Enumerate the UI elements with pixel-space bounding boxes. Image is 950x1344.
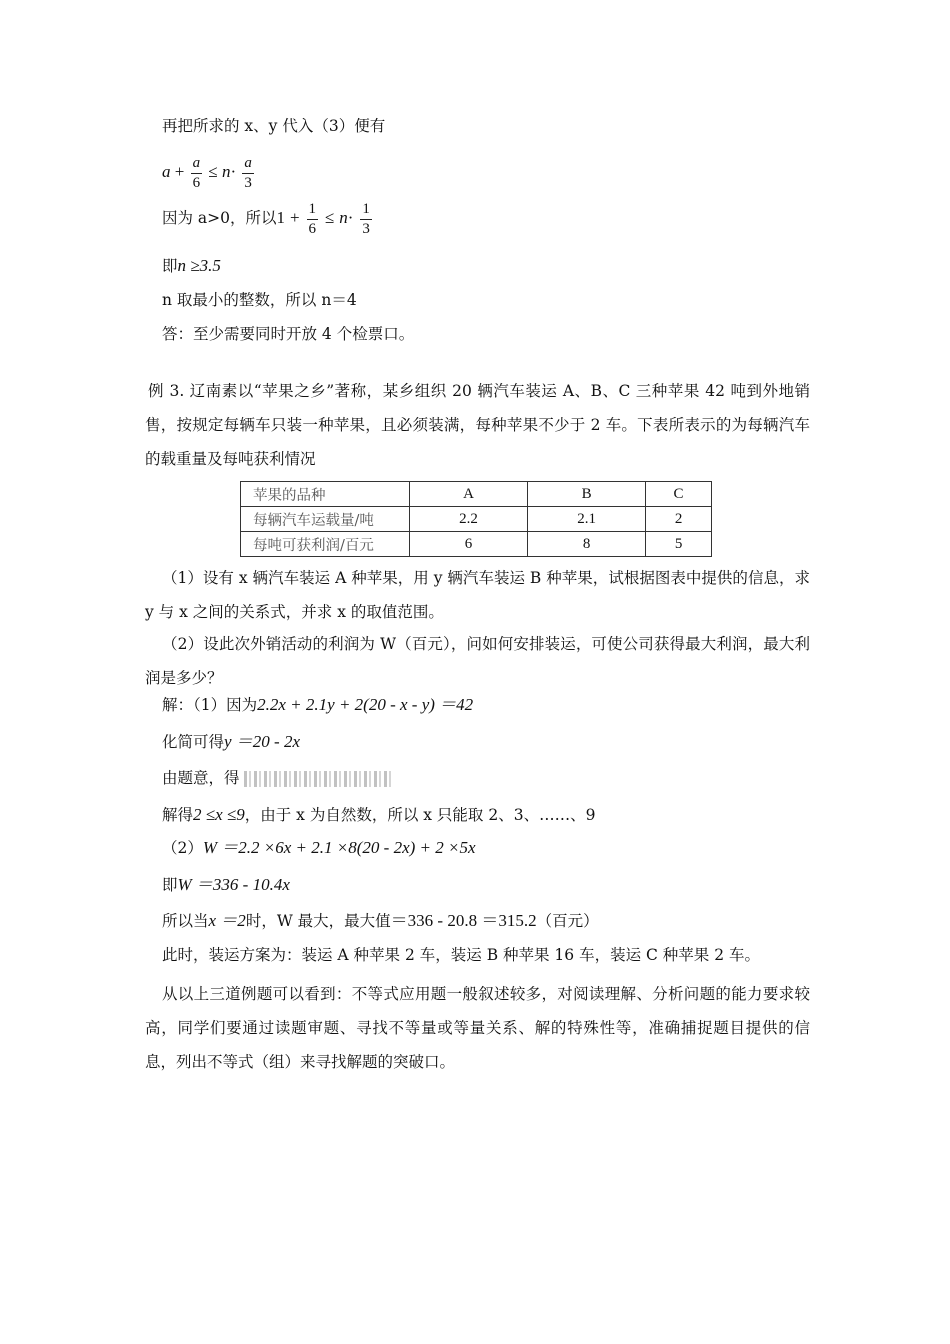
solution-text: 解：（1）因为 bbox=[162, 696, 258, 714]
question-1: （1）设有 x 辆汽车装运 A 种苹果，用 y 辆汽车装运 B 种苹果，试根据图表中提供的信息，求 y 与 x 之间的关系式，并求 x 的取值范围。 bbox=[145, 569, 810, 621]
solution-math: x ＝2 bbox=[208, 911, 246, 930]
because-frac bbox=[307, 200, 319, 239]
frac-denominator: 3 bbox=[362, 220, 370, 237]
solution-math: W ＝336 - 10.4x bbox=[177, 875, 290, 894]
solution-text: 解得 bbox=[162, 806, 194, 824]
question-2: （2）设此次外销活动的利润为 W（百元），问如何安排装运，可使公司获得最大利润，最大利润是多少？ bbox=[145, 635, 810, 687]
frac-numerator: a bbox=[191, 154, 203, 174]
frac-numerator: 1 bbox=[307, 200, 319, 220]
table-header-row bbox=[241, 482, 712, 507]
answer-line: 答：至少需要同时开放 4 个检票口。 bbox=[162, 325, 415, 343]
because-text: 因为 a>0，所以 bbox=[162, 209, 277, 227]
table-row bbox=[241, 532, 712, 557]
table-cell: 8 bbox=[528, 532, 646, 557]
solution-text: （百元） bbox=[536, 912, 599, 930]
result-line bbox=[162, 256, 221, 276]
because-dot: · bbox=[347, 208, 354, 227]
solution-line-6 bbox=[162, 875, 290, 895]
because-leq: ≤ bbox=[324, 208, 335, 227]
ineq1-frac bbox=[191, 154, 203, 193]
table-cell: 2.1 bbox=[528, 507, 646, 532]
apples-table bbox=[240, 481, 712, 557]
solution-text: 由题意，得 bbox=[162, 769, 240, 787]
frac-denominator: 3 bbox=[244, 174, 252, 191]
solution-text: 时，W 最大，最大值 bbox=[245, 912, 391, 930]
solution-text: 所以当 bbox=[162, 912, 209, 930]
table-cell: B bbox=[528, 482, 646, 507]
table-row bbox=[241, 507, 712, 532]
ineq1-n: n bbox=[221, 162, 231, 181]
table-cell: 6 bbox=[410, 532, 528, 557]
table-cell: 5 bbox=[646, 532, 712, 557]
ineq1-a: a bbox=[162, 162, 171, 181]
solution-math: W ＝2.2 ×6x + 2.1 ×8(20 - 2x) + 2 ×5x bbox=[202, 838, 476, 857]
table-cell: A bbox=[410, 482, 528, 507]
frac-numerator: a bbox=[242, 154, 254, 174]
solution-text: 化简可得 bbox=[162, 733, 225, 751]
solution-text: （2） bbox=[162, 839, 203, 857]
solution-text: ，由于 x 为自然数，所以 x 只能取 2、3、……、9 bbox=[244, 806, 596, 824]
solution-math: 2.2x + 2.1y + 2(20 - x - y) ＝42 bbox=[257, 695, 474, 714]
because-n: n bbox=[339, 208, 348, 227]
conclusion-paragraph: 从以上三道例题可以看到：不等式应用题一般叙述较多，对阅读理解、分析问题的能力要求较高，同学们要通过读题审题、寻找不等量或等量关系、解的特殊性等，准确捕捉题目提供的信息，列出不等式（组）来寻找解题的突破口。 bbox=[145, 985, 810, 1071]
inequality-1 bbox=[162, 152, 256, 193]
solution-math: 2 ≤x ≤9 bbox=[193, 805, 245, 824]
solution-text: 即 bbox=[162, 876, 178, 894]
ineq1-frac2 bbox=[242, 154, 254, 193]
table-cell: 2.2 bbox=[410, 507, 528, 532]
result-expr: n ≥3.5 bbox=[177, 256, 221, 275]
substitute-line: 再把所求的 x、y 代入（3）便有 bbox=[162, 117, 386, 135]
because-plus: + bbox=[289, 208, 300, 227]
frac-denominator: 6 bbox=[308, 220, 316, 237]
solution-line-2 bbox=[162, 732, 300, 752]
frac-denominator: 6 bbox=[192, 174, 201, 191]
ineq1-plus: + bbox=[174, 162, 185, 181]
because-line bbox=[162, 198, 374, 239]
solution-line-1 bbox=[162, 695, 473, 715]
result-text: 即 bbox=[162, 257, 178, 275]
because-frac2 bbox=[360, 200, 372, 239]
solution-line-4 bbox=[162, 805, 595, 825]
table-cell: 每辆汽车运载量/吨 bbox=[241, 507, 410, 532]
solution-line-5 bbox=[162, 838, 476, 858]
ineq1-dot: · bbox=[230, 162, 237, 181]
table-cell: C bbox=[646, 482, 712, 507]
solution-line-8: 此时，装运方案为：装运 A 种苹果 2 车，装运 B 种苹果 16 车，装运 C 种苹果 2 车。 bbox=[162, 946, 761, 964]
solution-line-7 bbox=[162, 911, 599, 931]
table-cell: 2 bbox=[646, 507, 712, 532]
frac-numerator: 1 bbox=[360, 200, 372, 220]
solution-math: y ＝20 - 2x bbox=[224, 732, 301, 751]
because-one: 1 bbox=[276, 208, 286, 227]
table-cell: 苹果的品种 bbox=[241, 482, 410, 507]
example3-text: 例 3. 辽南素以“苹果之乡”著称，某乡组织 20 辆汽车装运 A、B、C 三种苹果 42 吨到外地销售，按规定每辆车只装一种苹果，且必须装满，每种苹果不少于 2 车。下表所表示的为每辆汽车的载重量及每吨获利情况 bbox=[145, 382, 810, 468]
ineq1-leq: ≤ bbox=[208, 162, 218, 181]
inequality-system-image bbox=[244, 771, 392, 787]
n-min-line: n 取最小的整数，所以 n＝4 bbox=[162, 291, 357, 309]
solution-line-3 bbox=[162, 768, 392, 788]
solution-math: ＝336 - 20.8 ＝315.2 bbox=[390, 911, 537, 930]
table-cell: 每吨可获利润/百元 bbox=[241, 532, 410, 557]
